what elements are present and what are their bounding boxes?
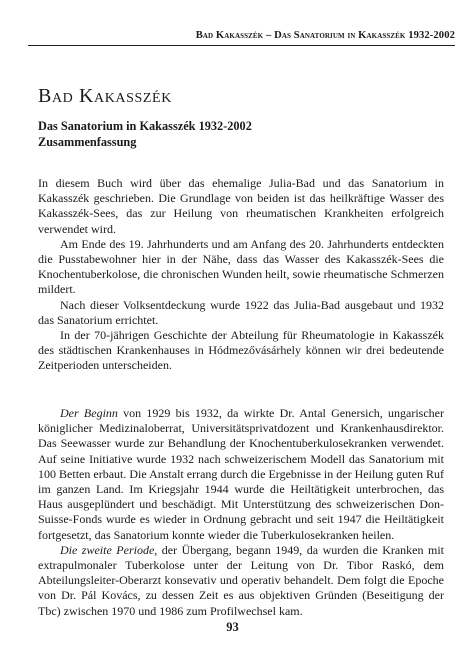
body-block-intro [38, 176, 444, 374]
paragraph-periods: In der 70-jährigen Geschichte der Abteilung für Rheumatologie in Kakasszék des städtischen Krankenhauses in Hódmezővásárhely können wir drei bedeutende Zeitperioden unterscheiden. [38, 328, 444, 373]
paragraph-beginning [38, 406, 444, 543]
subheading-summary-label: Zusammenfassung [38, 134, 137, 149]
subheading-title: Das Sanatorium in Kakasszék 1932-2002 [38, 119, 252, 133]
paragraph-second-period [38, 543, 444, 619]
header-rule [28, 45, 455, 46]
running-head: Bad Kakasszék – Das Sanatorium in Kakasszék 1932-2002 [195, 30, 455, 41]
paragraph-construction: Nach dieser Volksentdeckung wurde 1922 das Julia-Bad ausgebaut und 1932 das Sanatorium errichtet. [38, 297, 444, 327]
paragraph-intro: In diesem Buch wird über das ehemalige Julia-Bad und das Sanatorium in Kakasszék geschrieben. Die Grundlage von beiden ist das heilkräftige Wasser des Kakasszék-Sees, das zur Heilung von rheumatischen Krankheiten erfolgreich verwendet wird. [38, 176, 444, 236]
section-subheading [38, 119, 252, 150]
lead-der-beginn: Der Beginn [60, 406, 118, 420]
paragraph-beginning-text: von 1929 bis 1932, da wirkte Dr. Antal Genersich, ungarischer königlicher Medizinaloberrat, Universitätsprivatdozent und Krankenhausdirektor. Das Seewasser wurde zur Behandlung der Knochentuberkulosekranken verwendet. Auf seine Initiative wurde 1932 nach schweizerischem Modell das Sanatorium mit 100 Betten erbaut. Die Anstalt errang durch die Ergebnisse in der Heilung guten Ruf im ganzen Land. Im Kriegsjahr 1944 wurde die Heiltätigkeit unterbrochen, das Haus ausgeplündert und beschädigt. Mit Unterstützung des schweizerischen Don-Suisse-Fonds wurde es wieder in Ordnung gebracht und seit 1947 die Heiltätigkeit fortgesetzt, das Sanatorium konnte wieder die Tuberkulosekranken heilen. [38, 406, 444, 542]
paragraph-discovery: Am Ende des 19. Jahrhunderts und am Anfang des 20. Jahrhunderts entdeckten die Pusstabewohner hier in der Nähe, dass das Wasser des Kakasszék-Sees die Knochentuberkolose, die chronischen Wunden heilt, sowie rheumatische Schmerzen mildert. [38, 236, 444, 297]
chapter-title: Bad Kakasszék [38, 85, 172, 107]
page-number: 93 [226, 620, 239, 634]
body-block-history [38, 406, 444, 619]
lead-zweite-periode: Die zweite Periode, [60, 542, 158, 557]
paragraph-second-period-text: der Übergang, begann 1949, da wurden die Kranken mit extrapulmonaler Tuberkolose unter der Leitung von Dr. Tibor Raskó, dem Abteilungsleiter-Oberarzt konsevativ und operativ behandelt. Dem folgt die Epoche von Dr. Pál Kovács, zu dessen Zeit es aus objektiven Gründen (Beseitigung der Tbc) zwischen 1970 und 1986 zum Profilwechsel kam. [38, 542, 444, 618]
